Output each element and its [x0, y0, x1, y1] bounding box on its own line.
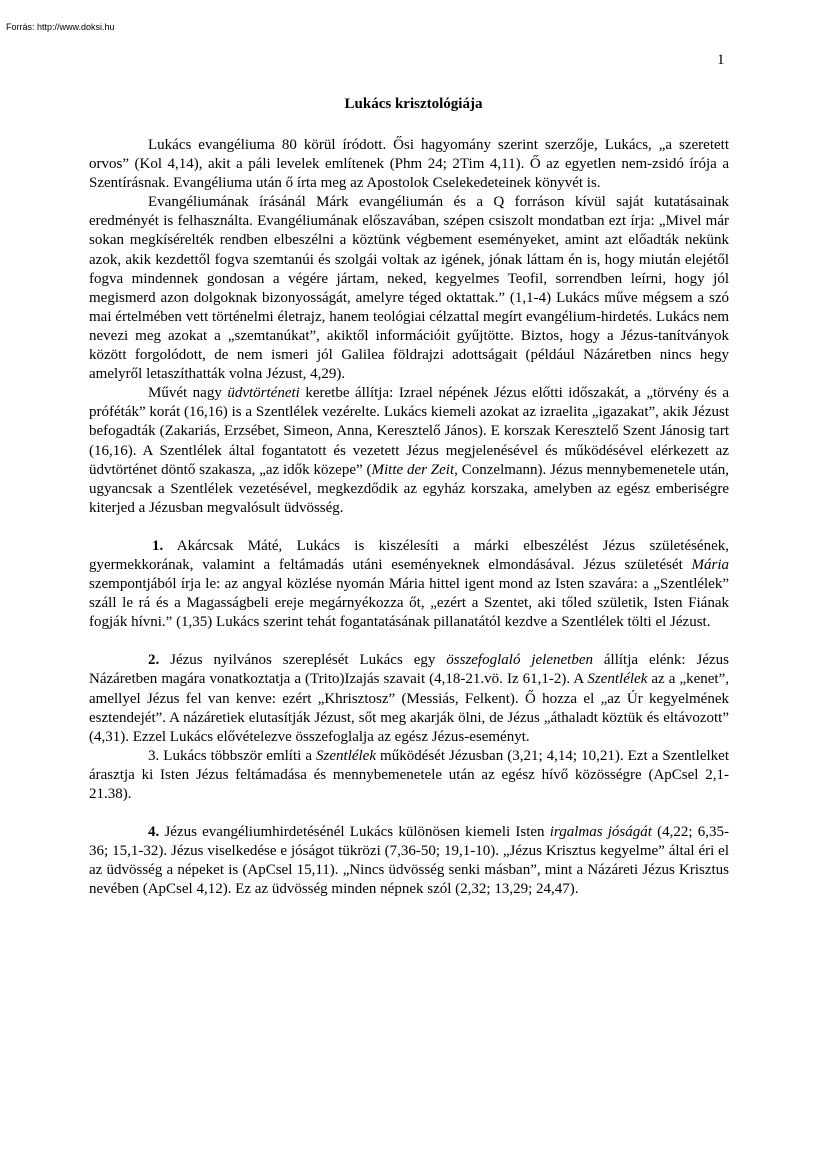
paragraph-salvation-history [89, 384, 729, 518]
text-span: állítja elénk: Jézus Názáretben magára vonatkoztatja a (Trito)Izajás szavait (4,18-21.vö. Iz 61,1-2). A [89, 652, 729, 688]
paragraph-point-2 [89, 651, 729, 746]
italic-term: Szentlélek [316, 747, 377, 764]
paragraph-sources: Evangéliumának írásánál Márk evangéliumán és a Q forráson kívül saját kutatásainak eredményét is felhasználta. Evangéliumának előszavában, szépen csiszolt mondatban ezt írja: „Mivel már sokan megkísérelték rendben elbeszélni a köztünk végbement eseményeket, amint azt előadták nekünk azok, akik kezdettől fogva szemtanúi és szolgái voltak az igének, jónak láttam én is, hogy miután elejétől fogva mindennek gondosan a végére jártam, neked, kegyelmes Teofil, sorrendben leírni, hogy jól megismerd azon dolgoknak bizonyosságát, amelyre téged oktattak.” (1,1-4) Lukács műve mégsem a szó mai értelmében vett történelmi életrajz, hanem teológiai célzattal megírt evangélium-hirdetés. Lukács nem nevezi meg azokat a „szemtanúkat”, akiktől információit gyűjtötte. Biztos, hogy a Jézus-tanítványok között forgolódott, de nem ismeri jól Galilea földrajzi adottságait (például Názáretben nincs hegy amelyről letaszíthatták volna Jézust, 4,29). [89, 194, 729, 383]
page-number: 1 [717, 52, 725, 68]
paragraph-point-3 [89, 747, 729, 804]
paragraph-point-4 [89, 823, 729, 899]
paragraph-intro: Lukács evangéliuma 80 körül íródott. Ősi hagyomány szerint szerzője, Lukács, „a szeretett orvos” (Kol 4,14), akit a páli levelek említenek (Phm 24; 2Tim 4,11). Ő az egyetlen nem-zsidó írója a Szentírásnak. Evangéliuma után ő írta meg az Apostolok Cselekedeteinek könyvét is. [89, 137, 729, 192]
text-span: az a „kenet”, amellyel Jézus fel van kenve: ezért „Khrisztosz” (Messiás, Felkent). Ő hozza el „az Úr kegyelmének esztendejét”. A názáretiek elutasítják Jézust, sőt meg akarják ölni, de Jézus „áthaladt köztük és eltávozott” (4,31). Ezzel Lukács elővételezve összefoglalja az egész Jézus-eseményt. [89, 671, 729, 745]
text-span: Jézus nyilvános szereplését Lukács egy [159, 652, 447, 669]
text-span: (4,22; 6,35-36; 15,1-32). Jézus viselkedése e jóságot tükrözi (7,36-50; 19,1-10). „Jézus Krisztus kegyelme” által éri el az üdvösség a népeket is (ApCsel 15,11). „Nincs üdvösség senki másban”, mint a Názáreti Jézus Krisztus nevében (ApCsel 4,12). Ez az üdvösség minden népnek szól (2,32; 13,29; 24,47). [89, 824, 729, 898]
italic-term: összefoglaló jelenetben [446, 652, 593, 669]
text-span: szempontjából írja le: az angyal közlése nyomán Mária hittel igent mond az Isten szavára: a „Szentlélek” száll le rá és a Magasságbeli ereje megárnyékozza őt, „ezért a Szentet, aki tőled születik, Isten Fiának fogják hívni.” (1,35) Lukács szerint tehát fogantatásának pillanatától kezdve a Szentlélek tölti el Jézust. [89, 576, 729, 631]
paragraph-point-1 [89, 537, 729, 632]
italic-term: Mitte der Zeit, [371, 461, 458, 478]
italic-term: Mária [691, 556, 729, 573]
text-span: 3. Lukács többször említi a [148, 747, 317, 764]
text-span: Jézus evangéliumhirdetésénél Lukács különösen kiemeli Isten [159, 824, 550, 841]
page-title: Lukács krisztológiája [344, 96, 483, 112]
source-note: Forrás: http://www.doksi.hu [6, 22, 115, 32]
point-number: 4. [148, 824, 160, 841]
text-span: Conzelmann). Jézus mennybemenetele után, ugyancsak a Szentlélek vezetésével, megkezdődik az egyház korszaka, amelyben az egész emberiségre kiterjed a Jézusban megvalósult üdvösség. [89, 461, 729, 516]
italic-term: üdvtörténeti [227, 385, 300, 402]
italic-term: irgalmas jóságát [549, 824, 652, 841]
text-span: működését Jézusban (3,21; 4,14; 10,21). Ezt a Szentlelket árasztja ki Isten Jézus feltámadása és mennybemenetele után az egész hívő közösségre (ApCsel 2,1-21.38). [89, 747, 729, 802]
text-span: keretbe állítja: Izrael népének Jézus előtti időszakát, a „törvény és a próféták” korát (16,16) is a Szentlélek vezérelte. Lukács kiemeli azokat az izraelita „igazakat”, akik Jézust befogadták (Zakariás, Erzsébet, Simeon, Anna, Keresztelő János). E korszak Keresztelő Szent Jánosig tart (16,16). A Szentlélek által fogantatott és vezetett Jézus megjelenésével és működésével elérkezett az üdvtörténet döntő szakasza, „az idők közepe” ( [89, 385, 729, 478]
point-number: 2. [148, 652, 160, 669]
point-number: 1. [152, 537, 164, 554]
text-span: Akárcsak Máté, Lukács is kiszélesíti a márki elbeszélést Jézus születésének, gyermekkorának, valamint a feltámadás utáni eseményeknek elmondásával. Jézus születését [89, 537, 729, 573]
document-body [89, 136, 729, 899]
text-span: Művét nagy [148, 385, 228, 402]
italic-term: Szentlélek [587, 671, 648, 688]
